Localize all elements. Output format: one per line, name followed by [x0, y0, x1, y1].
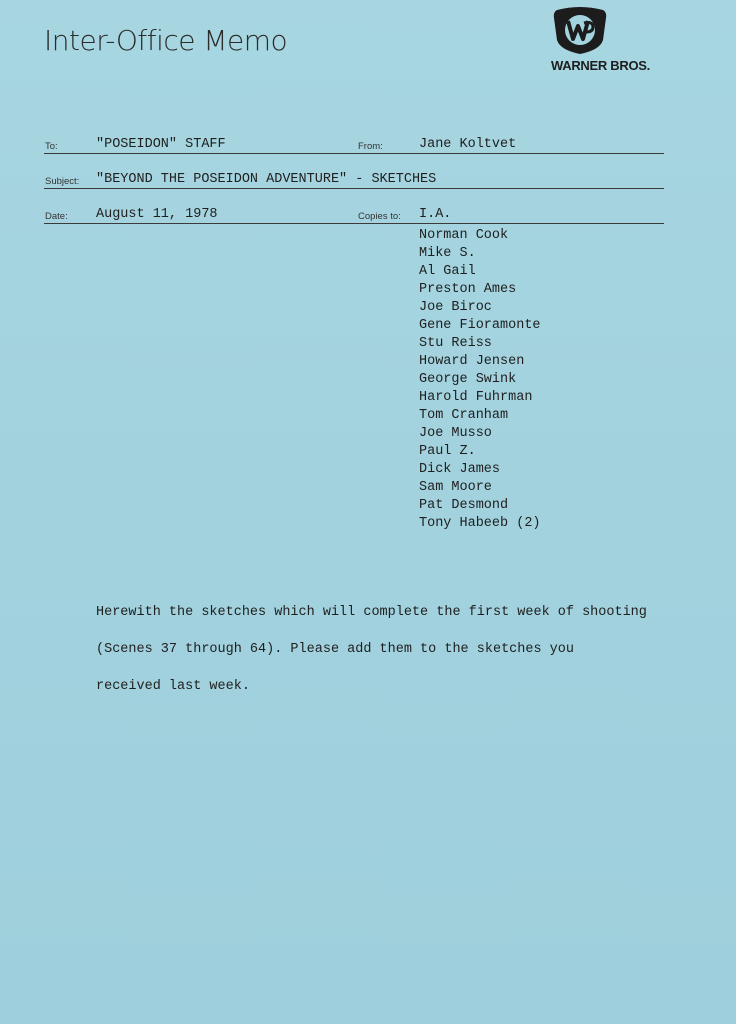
copy-recipient: Pat Desmond: [419, 498, 509, 513]
date-copies-rule: [44, 223, 664, 224]
copy-recipient: Al Gail: [419, 264, 476, 279]
to-label: To:: [45, 141, 58, 152]
subject-label: Subject:: [45, 176, 80, 187]
copy-recipient: Joe Musso: [419, 426, 492, 441]
to-value: "POSEIDON" STAFF: [96, 137, 226, 152]
copies-first: I.A.: [419, 207, 452, 222]
copy-recipient: Stu Reiss: [419, 336, 492, 351]
copy-recipient: Tom Cranham: [419, 408, 509, 423]
copies-label: Copies to:: [358, 211, 401, 222]
copy-recipient: Paul Z.: [419, 444, 476, 459]
body-line-1: Herewith the sketches which will complete the first week of shooting: [96, 605, 647, 620]
memo-title: Inter-Office Memo: [44, 24, 288, 57]
copy-recipient: Mike S.: [419, 246, 476, 261]
brand-name: WARNER BROS.: [551, 58, 650, 73]
date-value: August 11, 1978: [96, 207, 218, 222]
copy-recipient: George Swink: [419, 372, 517, 387]
body-line-2: (Scenes 37 through 64). Please add them to the sketches you: [96, 642, 574, 657]
to-from-rule: [44, 153, 664, 154]
copy-recipient: Harold Fuhrman: [419, 390, 533, 405]
copy-recipient: Dick James: [419, 462, 501, 477]
date-label: Date:: [45, 211, 68, 222]
subject-value: "BEYOND THE POSEIDON ADVENTURE" - SKETCHES: [96, 172, 437, 187]
warner-bros-logo-icon: [551, 6, 609, 56]
subject-rule: [44, 188, 664, 189]
body-line-3: received last week.: [96, 679, 250, 694]
copy-recipient: Howard Jensen: [419, 354, 525, 369]
copy-recipient: Sam Moore: [419, 480, 492, 495]
copy-recipient: Preston Ames: [419, 282, 517, 297]
copy-recipient: Gene Fioramonte: [419, 318, 541, 333]
copy-recipient: Norman Cook: [419, 228, 509, 243]
from-label: From:: [358, 141, 383, 152]
copy-recipient: Tony Habeeb (2): [419, 516, 541, 531]
copies-list: [419, 227, 541, 533]
from-value: Jane Koltvet: [419, 137, 517, 152]
copy-recipient: Joe Biroc: [419, 300, 492, 315]
